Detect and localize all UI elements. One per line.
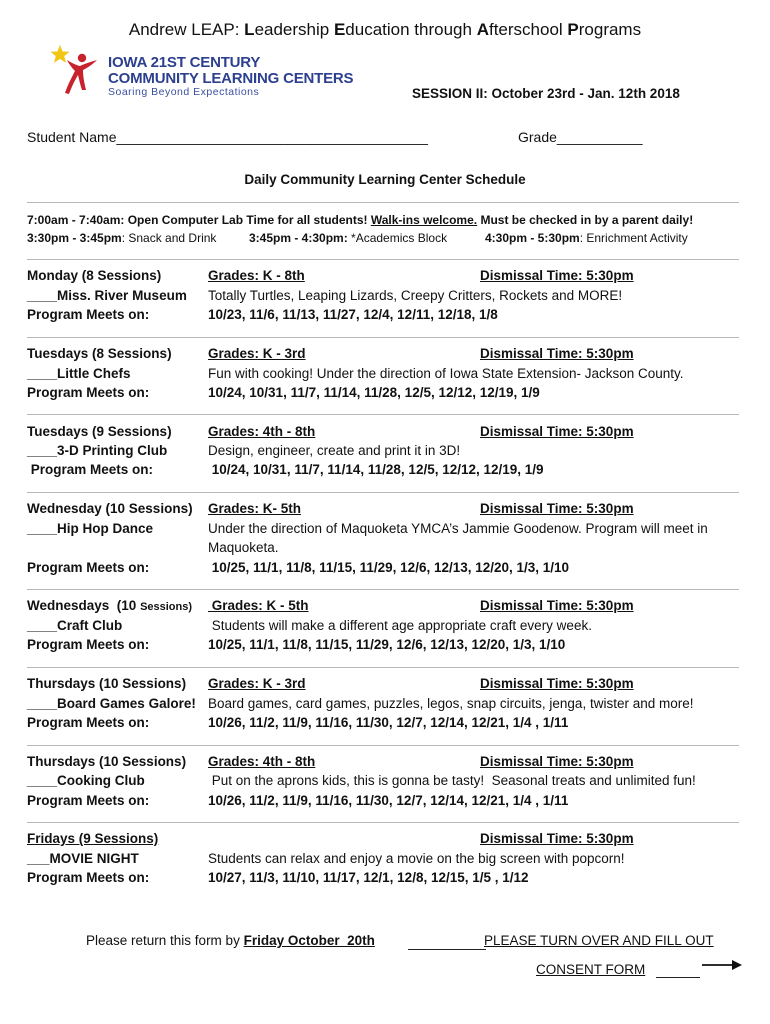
program-grades: Grades: K - 5th	[208, 598, 309, 613]
star-figure-icon	[50, 44, 110, 104]
program-dates: 10/25, 11/1, 11/8, 11/15, 11/29, 12/6, 12/13, 12/20, 1/3, 1/10	[208, 637, 566, 652]
right-arrow-icon	[702, 958, 742, 972]
divider	[27, 589, 739, 590]
program-description: Put on the aprons kids, this is gonna be tasty! Seasonal treats and unlimited fun!	[208, 773, 696, 788]
program-dismissal: Dismissal Time: 5:30pm	[480, 501, 634, 516]
daily-line-2c: 4:30pm - 5:30pm: Enrichment Activity	[485, 231, 688, 245]
iowa-21st-century-logo	[50, 44, 354, 104]
return-underline	[408, 949, 486, 950]
grade-field[interactable]	[518, 129, 643, 145]
program-dates: 10/25, 11/1, 11/8, 11/15, 11/29, 12/6, 12/13, 12/20, 1/3, 1/10	[208, 560, 570, 575]
program-meets-label: Program Meets on:	[27, 637, 150, 652]
program-dates: 10/23, 11/6, 11/13, 11/27, 12/4, 12/11, 12/18, 1/8	[208, 307, 498, 322]
daily-line-2b: 3:45pm - 4:30pm: *Academics Block	[249, 231, 448, 245]
program-meets-label: Program Meets on:	[27, 560, 150, 575]
divider	[27, 822, 739, 823]
program-dates: 10/26, 11/2, 11/9, 11/16, 11/30, 12/7, 12/14, 12/21, 1/4 , 1/11	[208, 793, 569, 808]
program-description: Fun with cooking! Under the direction of Iowa State Extension- Jackson County.	[208, 366, 684, 381]
program-signup-blank[interactable]: ____3-D Printing Club	[27, 443, 168, 458]
consent-form-label: CONSENT FORM	[536, 962, 646, 977]
program-dismissal: Dismissal Time: 5:30pm	[480, 268, 634, 283]
program-dismissal: Dismissal Time: 5:30pm	[480, 754, 634, 769]
program-signup-blank[interactable]: ____Cooking Club	[27, 773, 145, 788]
program-signup-blank[interactable]: ____Board Games Galore!	[27, 696, 196, 711]
program-signup-blank[interactable]: ___MOVIE NIGHT	[27, 851, 139, 866]
return-date: Friday October 20th	[243, 933, 375, 948]
divider	[27, 259, 739, 260]
daily-line-2a: 3:30pm - 3:45pm: Snack and Drink	[27, 231, 217, 245]
program-grades: Grades: 4th - 8th	[208, 754, 316, 769]
program-meets-label: Program Meets on:	[27, 793, 150, 808]
program-description: Totally Turtles, Leaping Lizards, Creepy Critters, Rockets and MORE!	[208, 288, 623, 303]
divider	[27, 337, 739, 338]
program-grades: Grades: 4th - 8th	[208, 424, 316, 439]
program-day: Tuesdays (8 Sessions)	[27, 346, 172, 361]
program-dismissal: Dismissal Time: 5:30pm	[480, 424, 634, 439]
program-grades: Grades: K - 3rd	[208, 676, 306, 691]
student-name-field[interactable]	[27, 129, 428, 145]
divider	[27, 202, 739, 203]
program-dates: 10/24, 10/31, 11/7, 11/14, 11/28, 12/5, 12/12, 12/19, 1/9	[208, 462, 544, 477]
divider	[27, 414, 739, 415]
program-day: Thursdays (10 Sessions)	[27, 676, 187, 691]
program-meets-label: Program Meets on:	[27, 385, 150, 400]
program-dismissal: Dismissal Time: 5:30pm	[480, 346, 634, 361]
page-title: Andrew LEAP: Leadership Education through Afterschool Programs	[128, 20, 642, 39]
program-day: Fridays (9 Sessions)	[27, 831, 159, 846]
program-day: Wednesdays (10 Sessions)	[27, 598, 193, 613]
grade-label: Grade	[518, 129, 557, 145]
program-dismissal: Dismissal Time: 5:30pm	[480, 676, 634, 691]
return-instructions: Please return this form by Friday October 20th	[86, 933, 375, 948]
program-description: Students will make a different age appropriate craft every week.	[208, 618, 592, 633]
grade-blank[interactable]: ___________	[556, 129, 643, 145]
program-dismissal: Dismissal Time: 5:30pm	[480, 831, 634, 846]
session-dates: SESSION II: October 23rd - Jan. 12th 2018	[412, 86, 680, 101]
program-grades: Grades: K - 3rd	[208, 346, 306, 361]
program-dates: 10/24, 10/31, 11/7, 11/14, 11/28, 12/5, 12/12, 12/19, 1/9	[208, 385, 540, 400]
program-dismissal: Dismissal Time: 5:30pm	[480, 598, 634, 613]
program-day: Tuesdays (9 Sessions)	[27, 424, 172, 439]
schedule-title: Daily Community Learning Center Schedule	[244, 172, 526, 187]
divider	[27, 667, 739, 668]
program-meets-label: Program Meets on:	[27, 870, 150, 885]
program-signup-blank[interactable]: ____Miss. River Museum	[27, 288, 187, 303]
program-signup-blank[interactable]: ____Hip Hop Dance	[27, 521, 154, 536]
program-dates: 10/27, 11/3, 11/10, 11/17, 12/1, 12/8, 12/15, 1/5 , 1/12	[208, 870, 529, 885]
daily-line-1: 7:00am - 7:40am: Open Computer Lab Time for all students! Walk-ins welcome. Must be checked in by a parent daily!	[27, 213, 694, 227]
turn-over-notice: PLEASE TURN OVER AND FILL OUT	[484, 933, 714, 948]
program-grades: Grades: K - 8th	[208, 268, 305, 283]
student-name-blank[interactable]: ________________________________________	[116, 129, 428, 145]
program-description: Under the direction of Maquoketa YMCA’s Jammie Goodenow. Program will meet in	[208, 521, 708, 536]
logo-tagline: Soaring Beyond Expectations	[108, 86, 260, 98]
logo-line-1: IOWA 21ST CENTURY	[108, 54, 261, 71]
program-meets-label: Program Meets on:	[27, 307, 150, 322]
program-day: Wednesday (10 Sessions)	[27, 501, 193, 516]
program-meets-label: Program Meets on:	[27, 462, 154, 477]
divider	[27, 492, 739, 493]
divider	[27, 745, 739, 746]
program-description: Students can relax and enjoy a movie on the big screen with popcorn!	[208, 851, 625, 866]
program-day: Monday (8 Sessions)	[27, 268, 162, 283]
consent-underline	[656, 977, 700, 978]
program-day: Thursdays (10 Sessions)	[27, 754, 187, 769]
program-signup-blank[interactable]: ____Craft Club	[27, 618, 123, 633]
student-name-label: Student Name	[27, 129, 117, 145]
logo-line-2: COMMUNITY LEARNING CENTERS	[108, 70, 354, 87]
program-grades: Grades: K- 5th	[208, 501, 302, 516]
program-dates: 10/26, 11/2, 11/9, 11/16, 11/30, 12/7, 12/14, 12/21, 1/4 , 1/11	[208, 715, 569, 730]
program-description-cont: Maquoketa.	[208, 540, 279, 555]
program-meets-label: Program Meets on:	[27, 715, 150, 730]
program-signup-blank[interactable]: ____Little Chefs	[27, 366, 131, 381]
program-description: Design, engineer, create and print it in 3D!	[208, 443, 461, 458]
program-description: Board games, card games, puzzles, legos, snap circuits, jenga, twister and more!	[208, 696, 694, 711]
